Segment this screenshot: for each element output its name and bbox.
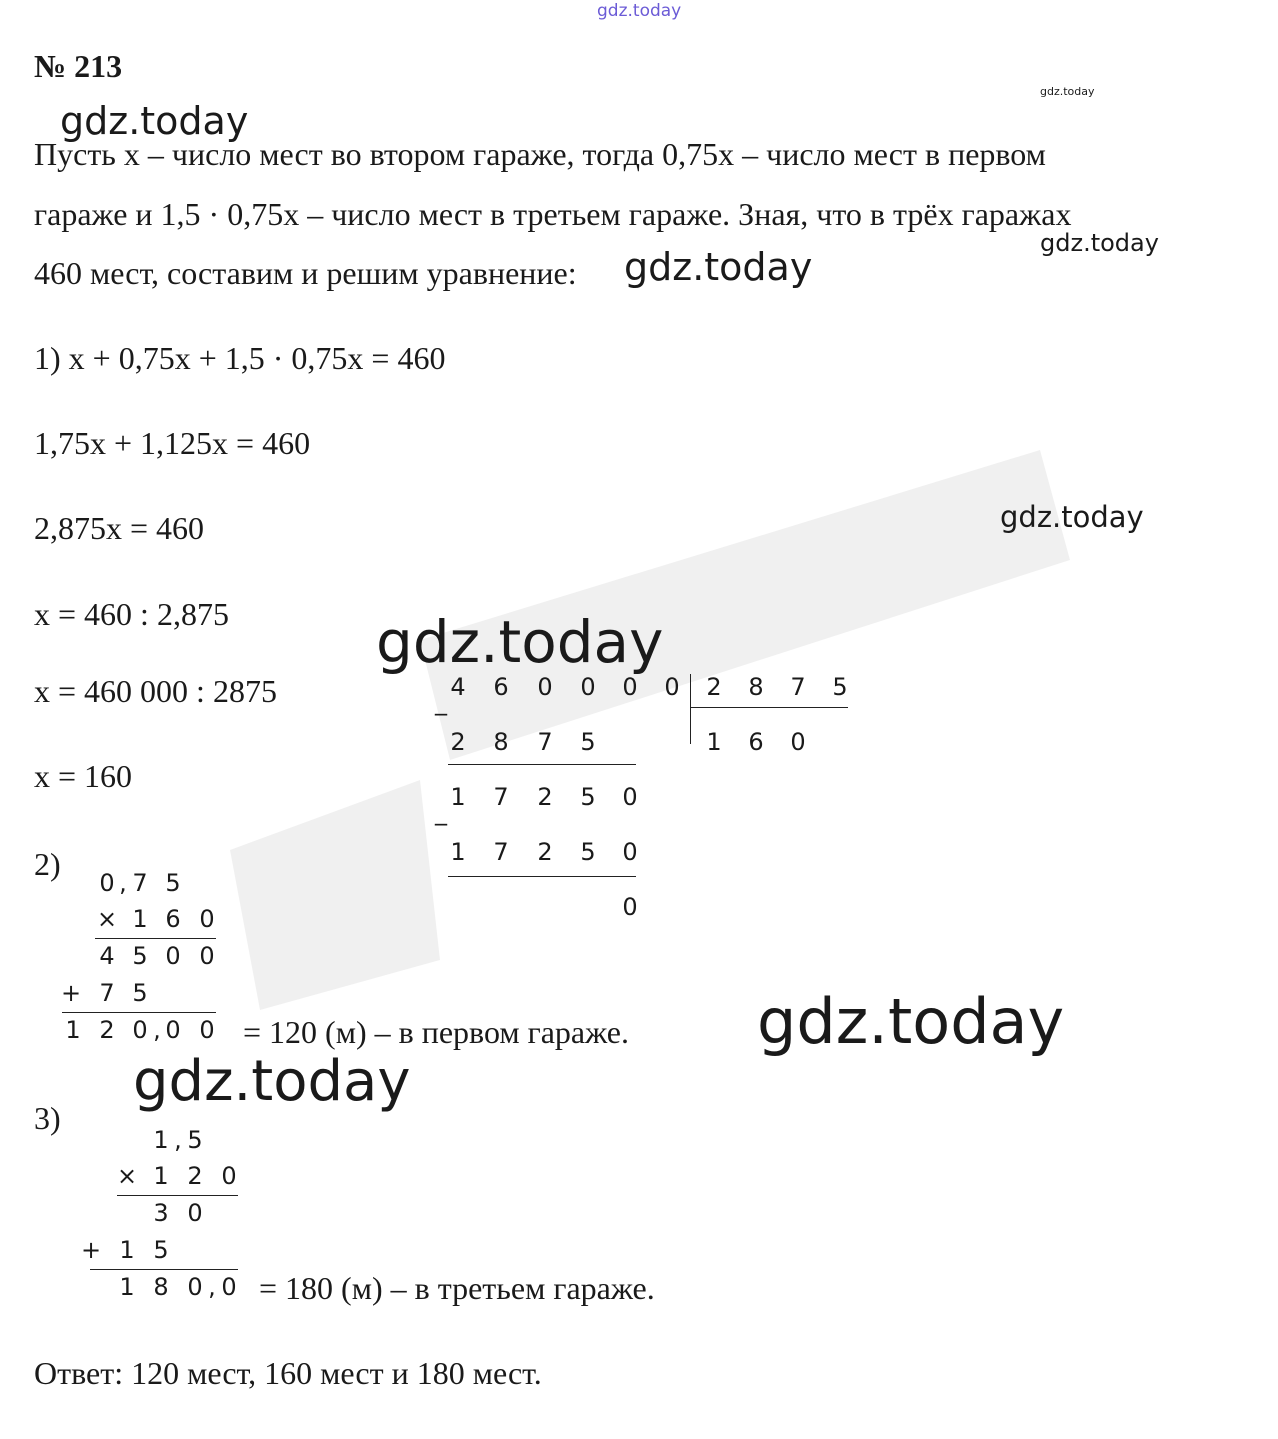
digit: 5: [132, 979, 148, 1007]
divisor-digit: 7: [790, 673, 806, 701]
minus-sign: _: [435, 798, 447, 826]
digit: 7: [132, 869, 148, 897]
digit: ,: [119, 869, 127, 897]
digit: ,: [208, 1273, 216, 1301]
intro-line-2: гараже и 1,5 · 0,75х – число мест в третьем гараже. Зная, что в трёх гаражах: [34, 196, 1072, 232]
subtrahend-digit: 5: [580, 838, 596, 866]
subtrahend-digit: 7: [493, 838, 509, 866]
subtrahend-digit: 7: [537, 728, 553, 756]
division-bar-vertical: [690, 674, 691, 744]
watermark-6: gdz.today: [757, 985, 1065, 1058]
digit: 5: [165, 869, 181, 897]
equation-line-2: 1,75х + 1,125х = 460: [34, 425, 311, 461]
multiply-sign: ×: [116, 1162, 138, 1190]
final-remainder: 0: [622, 893, 638, 921]
digit: ,: [174, 1126, 182, 1154]
problem-number: № 213: [34, 48, 123, 84]
digit: 0: [187, 1273, 203, 1301]
step2-label: 2): [34, 846, 61, 882]
step2-answer: = 120 (м) – в первом гараже.: [243, 1014, 629, 1050]
remainder-digit: 1: [450, 783, 466, 811]
minus-sign: _: [435, 688, 447, 716]
intro-line-1: Пусть х – число мест во втором гараже, тогда 0,75х – число мест в первом: [34, 136, 1046, 172]
digit: 0: [221, 1273, 237, 1301]
subtrahend-digit: 5: [580, 728, 596, 756]
digit: 1: [153, 1126, 169, 1154]
digit: 0: [221, 1162, 237, 1190]
digit: 5: [153, 1236, 169, 1264]
digit: 0: [165, 1016, 181, 1044]
digit: 5: [187, 1126, 203, 1154]
dividend-digit: 0: [622, 673, 638, 701]
equation-line-6: х = 160: [34, 758, 133, 794]
digit: 0: [187, 1199, 203, 1227]
divisor-digit: 8: [748, 673, 764, 701]
quotient-digit: 1: [706, 728, 722, 756]
watermark-4: gdz.today: [1000, 500, 1144, 534]
product-line: [62, 1012, 216, 1013]
digit: 8: [153, 1273, 169, 1301]
equation-line-4: х = 460 : 2,875: [34, 596, 229, 632]
digit: 0: [165, 942, 181, 970]
step3-answer: = 180 (м) – в третьем гараже.: [259, 1270, 655, 1306]
digit: 1: [119, 1273, 135, 1301]
digit: 1: [153, 1162, 169, 1190]
division-line: [448, 764, 636, 765]
intro-line-3: 460 мест, составим и решим уравнение:: [34, 255, 577, 291]
digit: 5: [132, 942, 148, 970]
watermark-2: gdz.today: [1040, 229, 1159, 257]
digit: 0: [132, 1016, 148, 1044]
dividend-digit: 4: [450, 673, 466, 701]
digit: 2: [187, 1162, 203, 1190]
plus-sign: +: [60, 979, 82, 1007]
quotient-digit: 6: [748, 728, 764, 756]
subtrahend-digit: 0: [622, 838, 638, 866]
digit: ,: [153, 1016, 161, 1044]
subtrahend-digit: 1: [450, 838, 466, 866]
product-line: [90, 1269, 238, 1270]
remainder-digit: 7: [493, 783, 509, 811]
product-line: [95, 938, 216, 939]
divisor-digit: 2: [706, 673, 722, 701]
subtrahend-digit: 2: [450, 728, 466, 756]
dividend-digit: 0: [664, 673, 680, 701]
digit: 1: [119, 1236, 135, 1264]
watermark-3: gdz.today: [624, 245, 813, 289]
divisor-digit: 5: [832, 673, 848, 701]
product-line: [117, 1195, 238, 1196]
digit: 0: [99, 869, 115, 897]
step3-label: 3): [34, 1100, 61, 1136]
multiply-sign: ×: [96, 905, 118, 933]
watermark-tiny: gdz.today: [1040, 85, 1095, 98]
watermark-1: gdz.today: [60, 99, 249, 143]
digit: 1: [132, 905, 148, 933]
digit: 1: [65, 1016, 81, 1044]
digit: 2: [99, 1016, 115, 1044]
quotient-digit: 0: [790, 728, 806, 756]
watermark-7: gdz.today: [133, 1049, 411, 1114]
subtrahend-digit: 8: [493, 728, 509, 756]
digit: 4: [99, 942, 115, 970]
subtrahend-digit: 2: [537, 838, 553, 866]
dividend-digit: 6: [493, 673, 509, 701]
digit: 3: [153, 1199, 169, 1227]
digit: 0: [199, 1016, 215, 1044]
dividend-digit: 0: [537, 673, 553, 701]
equation-line-1: 1) х + 0,75х + 1,5 · 0,75х = 460: [34, 340, 446, 376]
remainder-digit: 2: [537, 783, 553, 811]
remainder-digit: 5: [580, 783, 596, 811]
plus-sign: +: [80, 1236, 102, 1264]
equation-line-3: 2,875х = 460: [34, 510, 205, 546]
division-bar-horizontal: [690, 707, 848, 708]
division-line: [448, 876, 636, 877]
final-answer: Ответ: 120 мест, 160 мест и 180 мест.: [34, 1355, 542, 1391]
digit: 0: [199, 942, 215, 970]
dividend-digit: 0: [580, 673, 596, 701]
digit: 6: [165, 905, 181, 933]
digit: 0: [199, 905, 215, 933]
equation-line-5: х = 460 000 : 2875: [34, 673, 277, 709]
remainder-digit: 0: [622, 783, 638, 811]
digit: 7: [99, 979, 115, 1007]
watermark-top: gdz.today: [597, 1, 682, 21]
watermark-5: gdz.today: [376, 608, 664, 676]
